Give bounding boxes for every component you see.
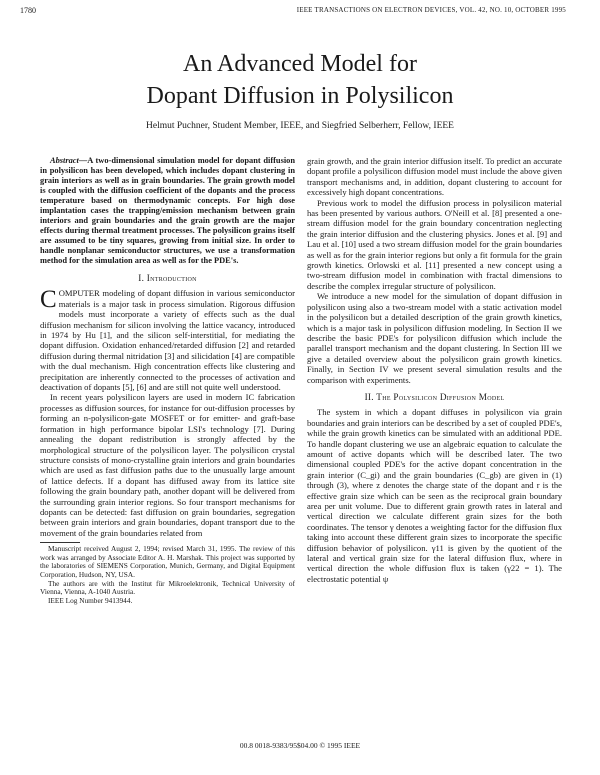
author-line: Helmut Puchner, Student Member, IEEE, and Siegfried Selberherr, Fellow, IEEE xyxy=(146,121,454,131)
footnote-log-number: IEEE Log Number 9413944. xyxy=(48,595,133,605)
abstract-lead: Abstract— xyxy=(50,156,88,165)
left-column xyxy=(40,156,295,605)
right-paragraph-1: grain growth, and the grain interior diffusion itself. To predict an accurate dopant profile a polysilicon diffusion model must include the above given transport mechanisms and, in addition, dopant clustering to account for excessively high dopant concentrations. xyxy=(307,156,562,198)
abstract xyxy=(40,156,295,266)
page-number: 1780 xyxy=(20,6,36,15)
copyright-code: 00.8 0018-9383/95$04.00 © 1995 IEEE xyxy=(239,741,361,750)
journal-header: IEEE TRANSACTIONS ON ELECTRON DEVICES, VOL. 42, NO. 10, OCTOBER 1995 xyxy=(296,6,566,14)
right-column xyxy=(307,156,562,584)
footnote-affiliation: The authors are with the Institut für Mikroelektronik, Technical University of Vienna, Vienna, A-1040 Austria. xyxy=(40,578,295,597)
section-heading-introduction: I. Introduction xyxy=(138,273,197,283)
drop-cap: C xyxy=(40,286,57,314)
intro-paragraph-1-text: OMPUTER modeling of dopant diffusion in various semiconductor materials is a major task in process simulation. Rigorous diffusion models must incorporate a variety of effects such as the dual diffusion mechanism for silicon involving the lattice vacancy, introduced in 1974 by Hu [1], and the silicon self-interstitial, for mediating the dopant diffusion. Oxidation enhanced/retarded diffusion [2] and retarded diffusion during thermal nitridation [3] and silicidation [4] are compatible with the dual mechanism. High concentration effects like clustering and precipitation are inherently connected to the processes of activation and deactivation of dopants [5], [6] and are still not quite well understood. xyxy=(40,288,295,393)
footnote-rule xyxy=(40,542,80,543)
paper-title-line1: An Advanced Model for xyxy=(183,51,417,77)
right-paragraph-4: The system in which a dopant diffuses in polysilicon via grain boundaries and grain interiors can be described by a set of coupled PDE's, while the grain growth kinetics can be simulated with an additional PDE. To handle dopant clustering we use an algebraic equation to calculate the amount of active dopants which will be described later. The two dimensional coupled PDE's for the active dopant concentration in the grain interior (C_gi) and the grain boundaries (C_gb) are given in (1) through (3), where z denotes the charge state of the dopant and r is the effective grain size which can be seen as the reciprocal grain boundary area per unit volume. Due to different grain growth rates in lateral and vertical direction we calculate different grain sizes for the both coordinates. The tensor γ denotes a weighting factor for the diffusion flux taking into account these different grain sizes to incorporate the specific diffusion behavior of polysilicon. γ11 is given by the quotient of the lateral and vertical grain size for the lateral diffusion flux, where in vertical direction the whole diffusion flux is taken (γ22 = 1). The electrostatic potential ψ xyxy=(307,407,562,584)
intro-paragraph-1 xyxy=(40,288,295,392)
abstract-text: A two-dimensional simulation model for dopant diffusion in polysilicon has been developed, which includes dopant clustering in grain interiors as well as in grain boundaries. The grain growth model is coupled with the diffusion coefficient of the dopants and the process temperature based on thermodynamic concepts. For high dose implantation cases the trapping/emission mechanism between grain interiors and grain boundaries and the grain growth are the major effects during thermal treatment processes. The polysilicon grains itself are assumed to be tiny squares, growing from initial size. In order to handle nonplanar semiconductor structures, we use a transformation method for the simulation area as well as for the PDE's. xyxy=(40,156,295,265)
paper-title-line2: Dopant Diffusion in Polysilicon xyxy=(146,83,454,109)
section-heading-model: II. The Polysilicon Diffusion Model xyxy=(364,391,505,402)
intro-paragraph-2: In recent years polysilicon layers are used in modern IC fabrication processes as diffusion sources, for instance for out-diffusion processes by forming an n-polysilicon-gate MOSFET or for emitter- and graft-base formation in high performance bipolar LSI's technology [7]. During annealing the dopant redistribution is strongly affected by the morphological structure of the polysilicon layer. The polysilicon crystal structure consists of mono-crystalline grain interiors and grain boundaries which are used as fast diffusion paths due to the unusually large amount of lattice defects. If a dopant has diffused away from its lattice site following the grain boundary path, another dopant will be delivered from the surrounding grain interior regions. So four transport mechanisms for dopants can be detected: fast diffusion on grain boundaries, segregation between grain interiors and grain boundaries, dopant transport due to the movement of the grain boundaries related from xyxy=(40,392,295,538)
right-paragraph-2: Previous work to model the diffusion process in polysilicon material has been presented by various authors. O'Neill et al. [8] presented a one-stream diffusion model for the grain boundary concentration neglecting the grain interior diffusion and the clustering physics. Jones et al. [9] and Lau et al. [10] used a two stream diffusion model for the grain boundaries as well as for the grain interior regions but only a fit formula for the grain growth kinetics. Orlowski et al. [11] presented a new concept using a two-stream diffusion model in combination with fractal dimensions to describe the complex irregular structure of polysilicon. xyxy=(307,197,562,291)
footnote-manuscript: Manuscript received August 2, 1994; revised March 31, 1995. The review of this work was arranged by Associate Editor A. H. Marshak. This project was supported by the laboratories of SIEMENS Corporation, Munich, Germany, and Digital Equipment Corporation, Hudson, NY, USA. xyxy=(40,544,295,579)
footnotes xyxy=(40,545,295,605)
right-paragraph-3: We introduce a new model for the simulation of dopant diffusion in polysilicon using also a two-stream model with a static activation model in the polysilicon but a detailed description of the grain growth kinetics, which is a major task in polysilicon diffusion modeling. In Section II we describe the basic PDE's for polysilicon diffusion which include the parallel transport mechanism and the dopant clustering. In Section III we give a detailed overview about the polysilicon grain growth kinetics. Finally, in Section IV we present several simulation results and the comparison with experiments. xyxy=(307,291,562,385)
